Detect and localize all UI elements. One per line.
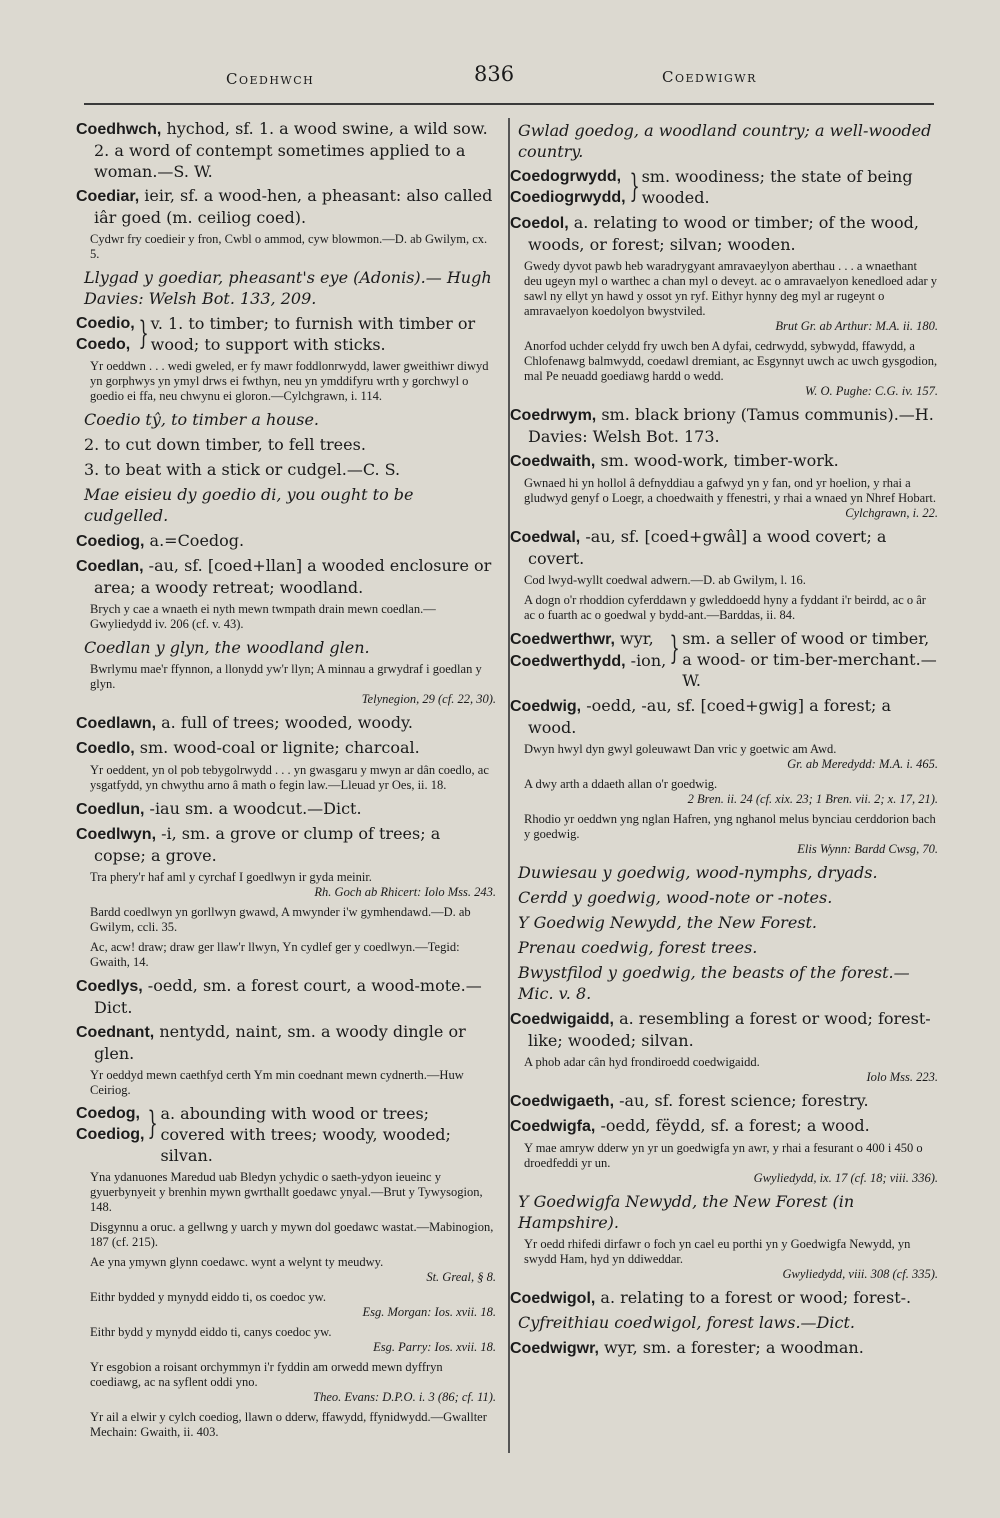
headword-line <box>510 628 666 650</box>
definition: sm. a seller of wood or timber, a wood- or tim-ber-merchant.—W. <box>682 629 937 690</box>
definition: v. 1. to timber; to furnish with timber or wood; to support with sticks. <box>150 314 476 354</box>
quotation: A dogn o'r rhoddion cyferddawn y gwleddoedd hyny a fyddant i'r beirdd, ac o âr ac o fuarth ac o goedwal y bydd-ant.—Barddas, ii. 84. <box>524 593 926 622</box>
entry-coedio <box>76 313 496 355</box>
quotation: Yna ydanuones Maredud uab Bledyn ychydic o saeth-ydyon ieueinc y gyuerbynyeit y brenhin mywn gwrthallt goedawc ynyal.—Brut y Tywysogion, 148. <box>90 1170 483 1214</box>
quotation: Eithr bydd y mynydd eiddo ti, canys coedoc yw. Esg. Parry: Ios. xvii. 18. <box>90 1325 496 1354</box>
usage-example: Mae eisieu dy goedio di, you ought to be cudgelled. <box>84 485 414 525</box>
quotation: Brych y cae a wnaeth ei nyth mewn twmpath drain mewn coedlan.—Gwyliedydd iv. 206 (cf. v. 43). <box>90 602 436 631</box>
definition: -oedd, -au, sf. [coed+gwig] a forest; a wood. <box>528 696 892 737</box>
page-header <box>0 62 1000 102</box>
definition: -oedd, sm. a forest court, a wood-mote.—Dict. <box>94 976 482 1017</box>
quotation: Yr esgobion a roisant orchymmyn i'r fyddin am orwedd mewn dyffryn coediawg, ac na syflent oddi yno. Theo. Evans: D.P.O. i. 3 (86; cf. 11). <box>90 1360 496 1404</box>
usage-example: Bwystfilod y goedwig, the beasts of the forest.— Mic. v. 8. <box>518 963 910 1003</box>
headword: Coedwigol, <box>510 1290 596 1307</box>
entry-coedwigwr <box>510 1337 938 1359</box>
headword: Coedol, <box>510 215 569 232</box>
definition: wyr, sm. a forester; a woodman. <box>604 1338 864 1357</box>
headword: Coedrwym, <box>510 407 597 424</box>
header-left-guideword: Coedhwch <box>226 70 315 88</box>
headword: Coedhwch, <box>76 121 162 138</box>
headword: Coediog, <box>76 1126 145 1143</box>
entry-coedogrwydd <box>510 166 938 208</box>
sense: 3. to beat with a stick or cudgel.—C. S. <box>84 460 401 479</box>
definition: a. abounding with wood or trees; covered with trees; woody, wooded; silvan. <box>160 1104 451 1165</box>
entry-coediar <box>76 185 496 228</box>
quotation: Ae yna ymywn glynn coedawc. wynt a welynt ty meudwy. St. Greal, § 8. <box>90 1255 496 1284</box>
definition: -oedd, fëydd, sf. a forest; a wood. <box>600 1116 870 1135</box>
quotation: Tra phery'r haf aml y cyrchaf I goedlwyn ir gyda meinir. Rh. Goch ab Rhicert: Iolo Mss. 243. <box>90 870 496 899</box>
quotation: Yr oeddyd mewn caethfyd certh Ym min coednant mewn cydnerth.—Huw Ceiriog. <box>90 1068 464 1097</box>
definition: -au, sf. [coed+llan] a wooded enclosure or area; a woody retreat; woodland. <box>94 556 492 597</box>
definition: sm. woodiness; the state of being wooded. <box>641 167 913 207</box>
headword: Coedwigwr, <box>510 1340 599 1357</box>
definition: hychod, sf. 1. a wood swine, a wild sow. 2. a word of contempt sometimes applied to a woman.—S. W. <box>94 119 488 181</box>
citation: Esg. Morgan: Ios. xvii. 18. <box>362 1305 496 1319</box>
headword: Coedwigfa, <box>510 1118 596 1135</box>
headword: Coedwigaeth, <box>510 1093 615 1110</box>
usage-example: Y Goedwigfa Newydd, the New Forest (in Hampshire). <box>518 1192 855 1232</box>
quotation: Y mae amryw dderw yn yr un goedwigfa yn awr, y rhai a fesurant o 400 i 450 o droedfeddi yr un. Gwyliedydd, ix. 17 (cf. 18; viii. 336). <box>524 1141 938 1185</box>
headword: Coedlwyn, <box>76 826 157 843</box>
entry-coedwigol <box>510 1287 938 1309</box>
quotation: A phob adar cân hyd frondiroedd coedwigaidd. Iolo Mss. 223. <box>524 1055 938 1084</box>
citation: Elis Wynn: Bardd Cwsg, 70. <box>797 842 938 856</box>
headword: Coedlun, <box>76 801 145 818</box>
page-number: 836 <box>474 62 515 86</box>
definition: a. relating to a forest or wood; forest-. <box>600 1288 912 1307</box>
citation: Gwyliedydd, ix. 17 (cf. 18; viii. 336). <box>753 1171 938 1185</box>
headword: Coediog, <box>76 533 145 550</box>
headword: Coedlo, <box>76 740 135 757</box>
headword: Coedog, <box>76 1105 140 1122</box>
headword: Coedlys, <box>76 978 143 995</box>
citation: Gwyliedydd, viii. 308 (cf. 335). <box>782 1267 938 1281</box>
headword: Coedwerthydd, <box>510 653 626 670</box>
plural-form: wyr, <box>620 629 654 648</box>
left-column <box>76 118 496 1458</box>
headword: Coedogrwydd, <box>510 168 622 185</box>
usage-example: Gwlad goedog, a woodland country; a well-wooded country. <box>518 121 932 161</box>
definition: a. relating to wood or timber; of the wood, woods, or forest; silvan; wooden. <box>528 213 920 254</box>
right-column <box>510 118 938 1458</box>
usage-example: Cerdd y goedwig, wood-note or -notes. <box>518 888 833 907</box>
entry-coedlun <box>76 798 496 820</box>
quotation: Yr ail a elwir y cylch coediog, llawn o dderw, ffawydd, ffynidwydd.—Gwallter Mechain: Gwaith, ii. 403. <box>90 1410 487 1439</box>
entry-coedog <box>76 1103 496 1166</box>
definition: sm. black briony (Tamus communis).—H. Davies: Welsh Bot. 173. <box>528 405 934 446</box>
brace-glyph: } <box>629 167 640 205</box>
entry-coediog <box>76 530 496 552</box>
headword: Coednant, <box>76 1024 155 1041</box>
quotation: Yr oeddwn . . . wedi gweled, er fy mawr foddlonrwydd, lawer gweithiwr diwyd yn gorphwys yn ymyl drws ei fwthyn, neu yn ymddifyru wrth y gorchwyl o goedio ei ffa, neu chwynu ei gloron.—Cylchgrawn, i. 114. <box>90 359 489 403</box>
headword: Coedo, <box>76 336 131 353</box>
usage-example: Coedlan y glyn, the woodland glen. <box>84 638 370 657</box>
citation: Iolo Mss. 223. <box>866 1070 938 1084</box>
definition: ieir, sf. a wood-hen, a pheasant: also called iâr goed (m. ceiliog coed). <box>94 186 493 227</box>
definition: nentydd, naint, sm. a woody dingle or glen. <box>94 1022 466 1063</box>
citation: Cylchgrawn, i. 22. <box>845 506 938 520</box>
quotation: Bwrlymu mae'r ffynnon, a llonydd yw'r llyn; A minnau a grwydraf i goedlan y glyn. Telynegion, 29 (cf. 22, 30). <box>90 662 496 706</box>
usage-example: Llygad y goediar, pheasant's eye (Adonis).— Hugh Davies: Welsh Bot. 133, 209. <box>84 268 492 308</box>
usage-example: Prenau coedwig, forest trees. <box>518 938 758 957</box>
usage-example: Cyfreithiau coedwigol, forest laws.—Dict. <box>518 1313 855 1332</box>
entry-coedwerthwr <box>510 628 938 691</box>
definition: a.=Coedog. <box>149 531 245 550</box>
quotation: Cydwr fry coedieir y fron, Cwbl o ammod, cyw blowmon.—D. ab Gwilym, cx. 5. <box>90 232 488 261</box>
brace-glyph: } <box>138 314 149 352</box>
entry-coedrwym <box>510 404 938 447</box>
entry-coedwigaidd <box>510 1008 938 1051</box>
entry-coedlan <box>76 555 496 598</box>
plural-form: -ion, <box>630 651 667 670</box>
quotation: Anorfod uchder celydd fry uwch ben A dyfai, cedrwydd, sybwydd, ffawydd, a Chlofenawg balmwydd, coedawl dremiant, ac Esgynnyt uwch ac uwch gysgodion, mal Pe neuadd goediawg hardd o wedd. W. O. Pughe: C.G. iv. 157. <box>524 339 938 398</box>
quotation: Disgynnu a oruc. a gellwng y uarch y mywn dol goedawc wastat.—Mabinogion, 187 (cf. 215). <box>90 1220 494 1249</box>
entry-coedwigfa <box>510 1115 938 1137</box>
entry-coednant <box>76 1021 496 1064</box>
quotation: Yr oeddent, yn ol pob tebygolrwydd . . . yn gwasgaru y mwyn ar dân coedlo, ac ysgatfydd, yn chwythu arno â math o fegin law.—Lleuad yr Oes, ii. 18. <box>90 763 489 792</box>
definition: a. resembling a forest or wood; forest-like; wooded; silvan. <box>528 1009 931 1050</box>
citation: Rh. Goch ab Rhicert: Iolo Mss. 243. <box>314 885 496 899</box>
quotation: Dwyn hwyl dyn gwyl goleuwawt Dan vric y goetwic am Awd. Gr. ab Meredydd: M.A. i. 465. <box>524 742 938 771</box>
citation: Telynegion, 29 (cf. 22, 30). <box>361 692 496 706</box>
quotation: Rhodio yr oeddwn yng nglan Hafren, yng nghanol melus bynciau cerddorion bach y goedwig. Elis Wynn: Bardd Cwsg, 70. <box>524 812 938 856</box>
definition: -au, sf. forest science; forestry. <box>619 1091 869 1110</box>
usage-example: Duwiesau y goedwig, wood-nymphs, dryads. <box>518 863 878 882</box>
brace-glyph: } <box>147 1104 159 1142</box>
quotation: Bardd coedlwyn yn gorllwyn gwawd, A mwynder i'w gymhendawd.—D. ab Gwilym, ccli. 35. <box>90 905 471 934</box>
citation: Esg. Parry: Ios. xvii. 18. <box>373 1340 496 1354</box>
headword-line <box>510 650 666 672</box>
definition: -i, sm. a grove or clump of trees; a copse; a grove. <box>94 824 441 865</box>
headword: Coedlan, <box>76 558 144 575</box>
citation: 2 Bren. ii. 24 (cf. xix. 23; 1 Bren. vii. 2; x. 17, 21). <box>687 792 938 806</box>
entry-coedwaith <box>510 450 938 472</box>
definition: sm. wood-work, timber-work. <box>600 451 839 470</box>
quotation: Cod lwyd-wyllt coedwal adwern.—D. ab Gwilym, l. 16. <box>524 573 806 587</box>
headword: Coediar, <box>76 188 140 205</box>
sense: 2. to cut down timber, to fell trees. <box>84 435 366 454</box>
headword: Coedlawn, <box>76 715 157 732</box>
citation: Gr. ab Meredydd: M.A. i. 465. <box>787 757 938 771</box>
quotation: Gwnaed hi yn hollol â defnyddiau a gafwyd yn y fan, ond yr hoelion, y rhai a gludwyd genyf o Loegr, a choedwaith y ffenestri, y rhai a wnaed yn Nhref Hobart. Cylchgrawn, i. 22. <box>524 476 938 520</box>
definition: sm. wood-coal or lignite; charcoal. <box>139 738 420 757</box>
quotation: Eithr bydded y mynydd eiddo ti, os coedoc yw. Esg. Morgan: Ios. xvii. 18. <box>90 1290 496 1319</box>
quotation: A dwy arth a ddaeth allan o'r goedwig. 2 Bren. ii. 24 (cf. xix. 23; 1 Bren. vii. 2; x. 17, 21). <box>524 777 938 806</box>
headword: Coedwerthwr, <box>510 631 615 648</box>
headword: Coedwig, <box>510 698 582 715</box>
definition: -au, sf. [coed+gwâl] a wood covert; a covert. <box>528 527 887 568</box>
quotation: Yr oedd rhifedi dirfawr o foch yn cael eu porthi yn y Goedwigfa Newydd, yn swydd Ham, hyd yn ddiweddar. Gwyliedydd, viii. 308 (cf. 335). <box>524 1237 938 1281</box>
entry-coedlo <box>76 737 496 759</box>
headword: Coedwal, <box>510 529 581 546</box>
citation: Brut Gr. ab Arthur: M.A. ii. 180. <box>775 319 938 333</box>
entry-coedlys <box>76 975 496 1018</box>
headword: Coedwigaidd, <box>510 1011 614 1028</box>
citation: Theo. Evans: D.P.O. i. 3 (86; cf. 11). <box>313 1390 496 1404</box>
header-rule <box>84 103 934 105</box>
entry-coedwig <box>510 695 938 738</box>
entry-coedol <box>510 212 938 255</box>
brace-glyph: } <box>669 629 680 667</box>
entry-coedwal <box>510 526 938 569</box>
usage-example: Y Goedwig Newydd, the New Forest. <box>518 913 818 932</box>
header-right-guideword: Coedwigwr <box>662 68 757 86</box>
headword: Coedwaith, <box>510 453 596 470</box>
definition: a. full of trees; wooded, woody. <box>161 713 413 732</box>
entry-coedwigaeth <box>510 1090 938 1112</box>
headword: Coediogrwydd, <box>510 189 626 206</box>
quotation: Ac, acw! draw; draw ger llaw'r llwyn, Yn cydlef ger y coedlwyn.—Tegid: Gwaith, 14. <box>90 940 460 969</box>
entry-coedhwch <box>76 118 496 182</box>
usage-example: Coedio tŷ, to timber a house. <box>84 410 320 429</box>
definition: -iau sm. a woodcut.—Dict. <box>149 799 362 818</box>
citation: W. O. Pughe: C.G. iv. 157. <box>805 384 938 398</box>
citation: St. Greal, § 8. <box>426 1270 496 1284</box>
entry-coedlawn <box>76 712 496 734</box>
headword: Coedio, <box>76 315 135 332</box>
entry-coedlwyn <box>76 823 496 866</box>
quotation: Gwedy dyvot pawb heb waradrygyant amravaeylyon aberthau . . . a wnaethant deu ugeyn myl o warthec a chan myl o deveyt. ac o amravaelyon kenedloed adar y sawl ny ellyt yn hawd y ossot yn ryf. Eithyr hynny deg myl ar rugeynt o amravaelyon koedolyon bwystviled. Brut Gr. ab Arthur: M.A. ii. 180. <box>524 259 938 333</box>
